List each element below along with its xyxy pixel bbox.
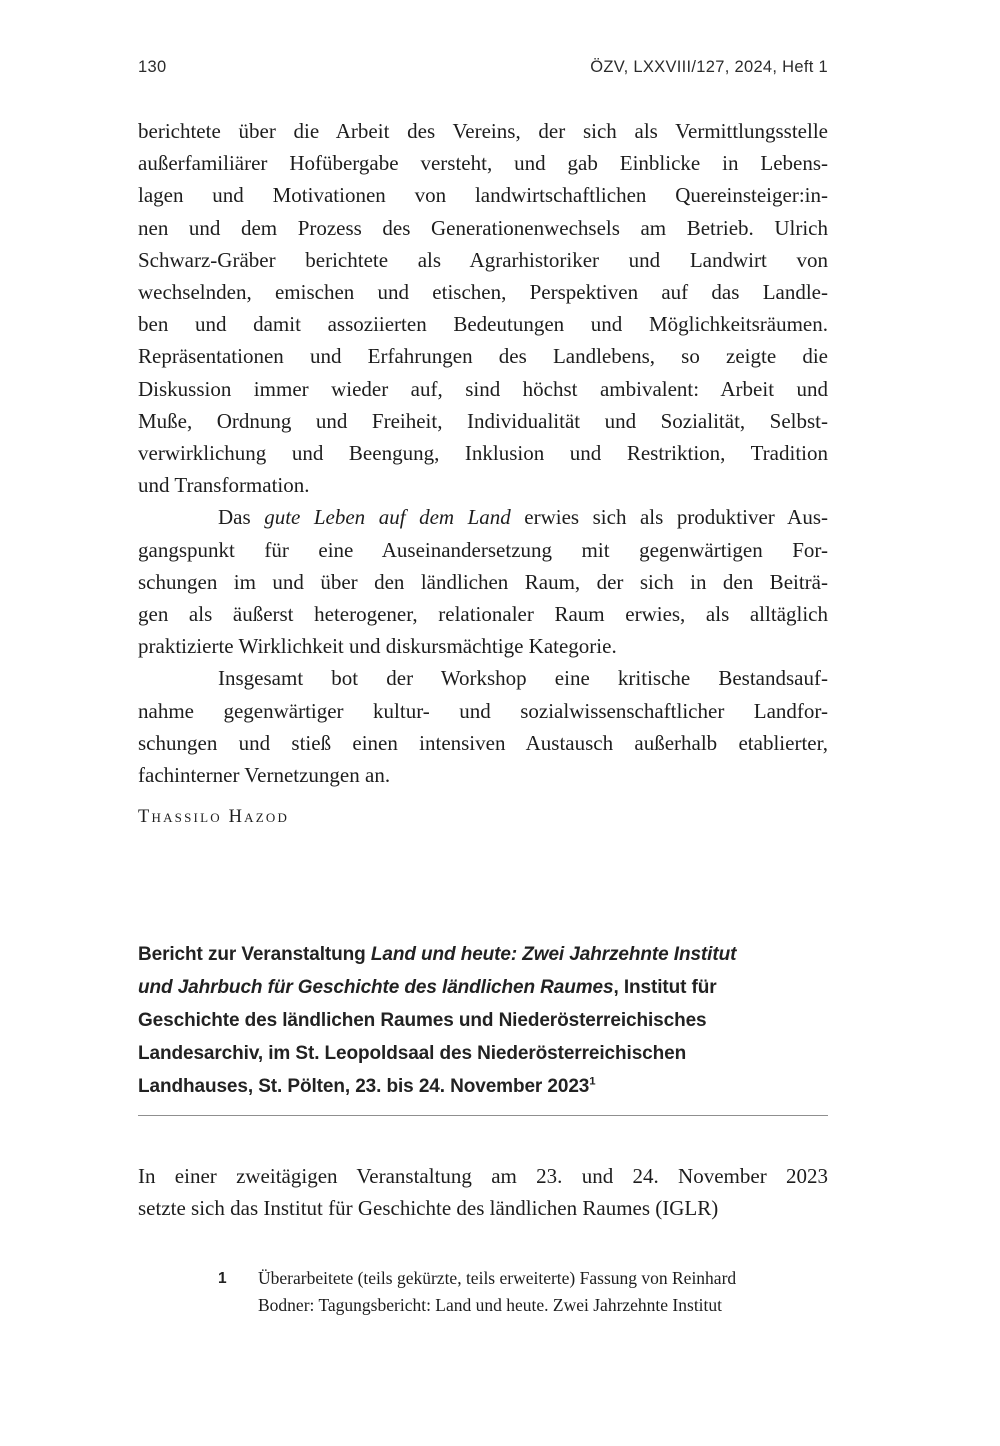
text-line — [138, 695, 828, 727]
text-run: Muße, Ordnung und Freiheit, Individualität und Sozialität, Selbst- — [138, 408, 828, 433]
text-line — [138, 276, 828, 308]
text-line — [138, 405, 828, 437]
heading-line — [138, 938, 828, 971]
text-run: Insgesamt bot der Workshop eine kritische Bestandsauf- — [218, 666, 828, 691]
text-run: berichtete über die Arbeit des Vereins, der sich als Vermittlungsstelle — [138, 119, 828, 143]
text-line — [138, 115, 828, 147]
page-number: 130 — [138, 58, 167, 76]
text-run: verwirklichung und Beengung, Inklusion und Restriktion, Tradition — [138, 441, 828, 466]
text-line — [138, 566, 828, 598]
text-run: schungen und stieß einen intensiven Austausch außerhalb etablierter, — [138, 730, 828, 755]
text-run: Bodner: Tagungsbericht: Land und heute. Zwei Jahrzehnte Institut — [258, 1295, 723, 1316]
text-run: nen und dem Prozess des Generationenwechsels am Betrieb. Ulrich — [138, 215, 828, 240]
text-run: In einer zweitägigen Veranstaltung am 23. und 24. November 2023 — [138, 1164, 828, 1189]
footnote-line — [258, 1292, 828, 1320]
text-run: Das — [218, 505, 265, 530]
heading-line — [138, 971, 828, 1004]
text-line — [138, 212, 828, 244]
italic-text-run: und Jahrbuch für Geschichte des ländlichen Raumes — [138, 977, 614, 999]
report-title-heading — [138, 938, 828, 1103]
text-run: Geschichte des ländlichen Raumes und Niederösterreichisches — [138, 1010, 707, 1032]
text-run: setzte sich das Institut für Geschichte des ländlichen Raumes (IGLR) — [138, 1196, 719, 1221]
text-run: Bericht zur Veranstaltung — [138, 944, 371, 966]
text-line — [138, 759, 828, 791]
text-line — [138, 630, 828, 662]
italic-text-run: Land und heute: Zwei Jahrzehnte Institut — [370, 944, 737, 966]
text-run: Repräsentationen und Erfahrungen des Landlebens, so zeigte die — [138, 344, 828, 369]
text-run: erwies sich als produktiver Aus- — [510, 505, 828, 530]
paragraph — [138, 501, 828, 662]
text-line — [138, 501, 828, 533]
author-name: Thassilo Hazod — [138, 807, 290, 828]
text-line — [138, 437, 828, 469]
text-run: praktizierte Wirklichkeit und diskursmächtige Kategorie. — [138, 634, 617, 659]
text-line — [138, 727, 828, 759]
text-run: Diskussion immer wieder auf, sind höchst ambivalent: Arbeit und — [138, 376, 828, 401]
text-run: lagen und Motivationen von landwirtschaftlichen Quereinsteiger:in- — [138, 183, 828, 208]
text-run: , Institut für — [613, 977, 717, 999]
text-line — [138, 179, 828, 211]
heading-line — [138, 1037, 828, 1070]
footnote-line — [258, 1265, 828, 1293]
paragraph — [138, 1160, 828, 1224]
text-line — [138, 534, 828, 566]
text-line — [138, 373, 828, 405]
footnote-reference: 1 — [589, 1075, 596, 1088]
text-run: wechselnden, emischen und etischen, Perspektiven auf das Landle- — [138, 280, 828, 305]
text-line — [138, 1160, 828, 1192]
footnote — [138, 1265, 828, 1320]
heading-line — [138, 1004, 828, 1037]
footnote-number: 1 — [218, 1269, 227, 1287]
text-run: nahme gegenwärtiger kultur- und sozialwissenschaftlicher Landfor- — [138, 698, 828, 723]
text-run: schungen im und über den ländlichen Raum, der sich in den Beiträ- — [138, 569, 828, 594]
text-run: Landhauses, St. Pölten, 23. bis 24. November 2023 — [138, 1076, 590, 1098]
heading-line — [138, 1070, 828, 1103]
italic-text-run: gute Leben auf dem Land — [264, 505, 511, 530]
page-header — [138, 58, 828, 77]
text-line — [138, 244, 828, 276]
text-line — [138, 598, 828, 630]
text-run: gangspunkt für eine Auseinandersetzung mit gegenwärtigen For- — [138, 537, 828, 562]
text-line — [138, 662, 828, 694]
text-run: und Transformation. — [138, 473, 310, 498]
text-run: Überarbeitete (teils gekürzte, teils erweiterte) Fassung von Reinhard — [258, 1267, 737, 1288]
paragraph — [138, 662, 828, 791]
text-line — [138, 1192, 828, 1224]
text-run: außerfamiliärer Hofübergabe versteht, und gab Einblicke in Lebens- — [138, 151, 828, 176]
text-line — [138, 147, 828, 179]
text-run: Landesarchiv, im St. Leopoldsaal des Niederösterreichischen — [138, 1043, 687, 1065]
text-line — [138, 340, 828, 372]
footnote-text — [258, 1265, 828, 1320]
journal-citation: ÖZV, LXXVIII/127, 2024, Heft 1 — [590, 58, 828, 76]
article — [138, 115, 828, 1320]
text-run: fachinterner Vernetzungen an. — [138, 763, 391, 788]
text-line — [138, 308, 828, 340]
text-run: ben und damit assoziierten Bedeutungen und Möglichkeitsräumen. — [138, 312, 828, 337]
text-run: gen als äußerst heterogener, relationaler Raum erwies, als alltäglich — [138, 602, 828, 627]
text-run: Schwarz-Gräber berichtete als Agrarhistoriker und Landwirt von — [138, 247, 828, 272]
text-line — [138, 469, 828, 501]
paragraph — [138, 115, 828, 501]
heading-divider — [138, 1115, 828, 1116]
